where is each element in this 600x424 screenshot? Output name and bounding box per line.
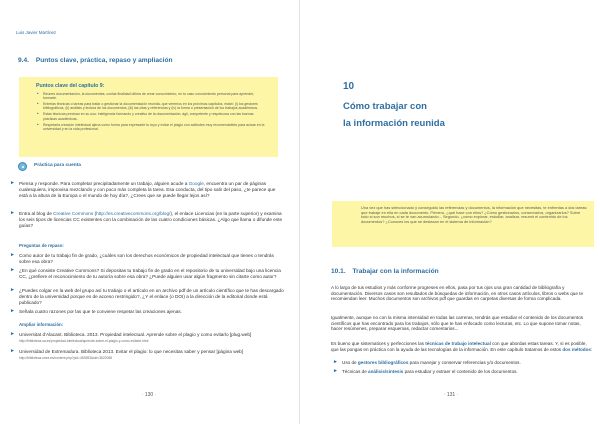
section-heading-right: [331, 268, 439, 275]
method-bullet: ► Técnicas de análisis/síntesis para estudiar y extraer el contenido de los documentos.: [333, 368, 518, 374]
further-item: ► Universitat d'Alacant. Biblioteca. 2013. Propiedad intelectual. Aprende sobre el plagio y como evitarlo [plug.web] http://biblioteca.ua.es/propiedad-intelectual/aprende-sobre-el-plagio-y-como-evitarlo.html: [10, 331, 252, 343]
extremadura-url-link[interactable]: http://biblioteca.unex.es/content.php?pid=453953&sid=3622065: [19, 355, 113, 360]
chapter-number: 10: [343, 81, 355, 92]
arrow-bullet-icon: ►: [10, 308, 15, 314]
further-heading: Ampliar información:: [19, 322, 64, 327]
review-item: ► Señala cuatro razones por las que te conviene respetar las creaciones ajenas.: [10, 308, 182, 314]
google-link[interactable]: Google: [188, 181, 204, 186]
section-title: Puntos clave, práctica, repaso y ampliación: [35, 57, 173, 64]
key-point-item: • Respetarla creación intelectual ajena como forma para expresarte tu tuyo y evitar el plagio con actitudes muy recomendables para actuar en la universidad y en la vida profesional.: [43, 123, 268, 132]
running-head: Luis Javier Martínez: [16, 30, 57, 35]
arrow-bullet-icon: ►: [333, 368, 338, 374]
highlight-term: técnicas de trabajo intelectual: [425, 341, 491, 346]
chapter-intro-box: [332, 201, 594, 247]
paragraph: Igualmente, aunque no con la misma intensidad en todas las carreras, tendrás que estudiar el contenido de los documentos científicos que has encontrado para los trabajos, sólo que te has enfocado como lecturas, etc. Lo que supone tomar notas, hacer resúmenes, preparar esquemas, redactar comentarios...: [331, 315, 584, 332]
paragraph: Es bueno que sistematices y perfecciones las técnicas de trabajo intelectual con que abordas estas tareas. Y, si es posible, que las pongas en práctica con la ayuda de las tecnologías de la información. En este capítulo tratamos de estos dos métodos:: [331, 341, 593, 352]
review-item: ► ¿Puedes colgar en la web del grupo así tu trabajo o el artículo en un archivo pdf de un artículo científico que te has descargado dentro de la universidad porque es de acceso restringido?, ¿Y el enlace (o DOI) a la dirección de la editorial donde está publicado?: [10, 287, 284, 305]
section-heading: [18, 57, 173, 64]
cc-blog-url-link[interactable]: http://es.creativecommons.org/blog/: [96, 211, 171, 216]
key-points-box: [19, 77, 278, 157]
arrow-bullet-icon: ►: [10, 287, 15, 293]
key-point-item: • Estas técnicas precisan en su uso: inteligencia formando y creativo de la documentación; ágil, competente y respetuosa con las buenas prácticas académicas.: [43, 112, 268, 121]
arrow-bullet-icon: ►: [10, 267, 15, 273]
arrow-bullet-icon: ►: [333, 359, 338, 365]
arrow-bullet-icon: ►: [10, 180, 15, 186]
review-item: ► ¿En qué consiste Creative Commons? Si depositas tu trabajo fin de grado en el repositorio de tu universidad bajo una licencia CC, ¿prefiere el reconocimiento de tu autoría sobre esa obra? ¿Puede alguien usar algún fragmento sin citarte como autor?: [10, 267, 281, 279]
method-bullet: ► Uso de gestores bibliográficos para manejar y conservar referencias y/o documentos.: [333, 359, 521, 365]
key-point-item: • Entrelas técnicas o tareas para tratar o gestionar la documentación reunida, que veremos en los próximos capítulos, están: (i) los gestores bibliográficos, (ii) análisis y lectura de los documentos, (iii) las citas y referencias y (iv) la forma o presentación de los trabajos académicos.: [43, 102, 268, 111]
arrow-bullet-icon: ►: [10, 331, 15, 337]
review-heading: Preguntas de repaso:: [19, 243, 64, 248]
creative-commons-link[interactable]: Creative Commons: [53, 211, 94, 216]
section-number: 9.4.: [18, 57, 29, 64]
practice-item: ► Entra al blog de Creative Commons (http://es.creativecommons.org/blog/), el enlace Licencias (en la parte superior) y examina los seis tipos de licencias CC existentes con la combinación de las cuatro condiciones básicas. ¿Algo que llama o difunde este guías?: [10, 210, 283, 228]
practice-icon: [18, 162, 27, 171]
key-points-title: Puntos clave del capítulo 9:: [36, 83, 105, 89]
further-item: ► Universidad de Extremadura. Biblioteca 2013. Evitar el plagio: lo que necesitas saber y pensar [página web] http://biblioteca.unex.es/content.php?pid=453953&sid=3622065: [10, 348, 244, 360]
practice-title: Práctica para cuenta: [34, 163, 81, 168]
paragraph: A lo largo de tus estudios y más conforme progreses en ellos, pasa por tus ojos una gran cantidad de bibliografía y documentación. Diversos casos son resultados de búsquedas de información, en otros casos artículos, libros o webs que te recomiendan leer. Muchos documentos son archivos pdf que guardas en carpetas diversas de forma complicada.: [331, 285, 584, 302]
chapter-title-line-1: Cómo trabajar con: [343, 101, 427, 112]
section-number: 10.1.: [331, 268, 346, 275]
key-point-item: • Reúnes documentación, la documentas, conlas finalidad última de crear conocimiento, en tu caso conocimiento personal para aprender, formarte.: [43, 92, 268, 101]
review-item: ► Como autor de tu trabajo fin de grado, ¿cuáles son los derechos económicos de propiedad intelectual que tienes o tendrás sobre esa obra?: [10, 252, 274, 264]
arrow-bullet-icon: ►: [10, 348, 15, 354]
arrow-bullet-icon: ►: [10, 252, 15, 258]
chapter-title-line-2: la información reunida: [343, 118, 445, 129]
key-points-list: [36, 92, 268, 131]
section-title: Trabajar con la información: [352, 268, 439, 275]
chapter-title: [343, 98, 543, 132]
arrow-bullet-icon: ►: [10, 210, 15, 216]
highlight-term: dos métodos: [562, 346, 591, 352]
page-number-right: · 131 ·: [443, 392, 459, 398]
chapter-intro-text: Una vez que has seleccionado y conseguido las referencias y documentos, la información que necesitas, te enfrentas a dos tareas: que trabaje en ella en cada documento. Primero, ¿qué hace con ellos? ¿Cómo gestionarlos, conservarlos, organizarlos? Sobre todo si son muchos, si se te van acumulando... Segundo, ¿cómo explorar, estudiar, analizar, resumir el contenido de los documentos? ¿Conoces los que se destacan en el sistema de información?: [361, 205, 588, 224]
alacant-url-link[interactable]: http://biblioteca.ua.es/propiedad-intelectual/aprende-sobre-el-plagio-y-como-evitarlo.html: [19, 338, 149, 343]
page-number-left: · 130 ·: [141, 392, 157, 398]
practice-item: ► Piensa y responde. Para completar precipitadamente un trabajo, alguien acude a Google, encuentra un par de páginas cualesquiera, improvisa mezclando y con poco más completa la tarea. Esa conducta, del tipo salir del paso, ¿te parece que está a la altura de la Europa o el mundo de hoy día?, ¿Crees que se puede llegar lejos así?: [10, 180, 276, 198]
